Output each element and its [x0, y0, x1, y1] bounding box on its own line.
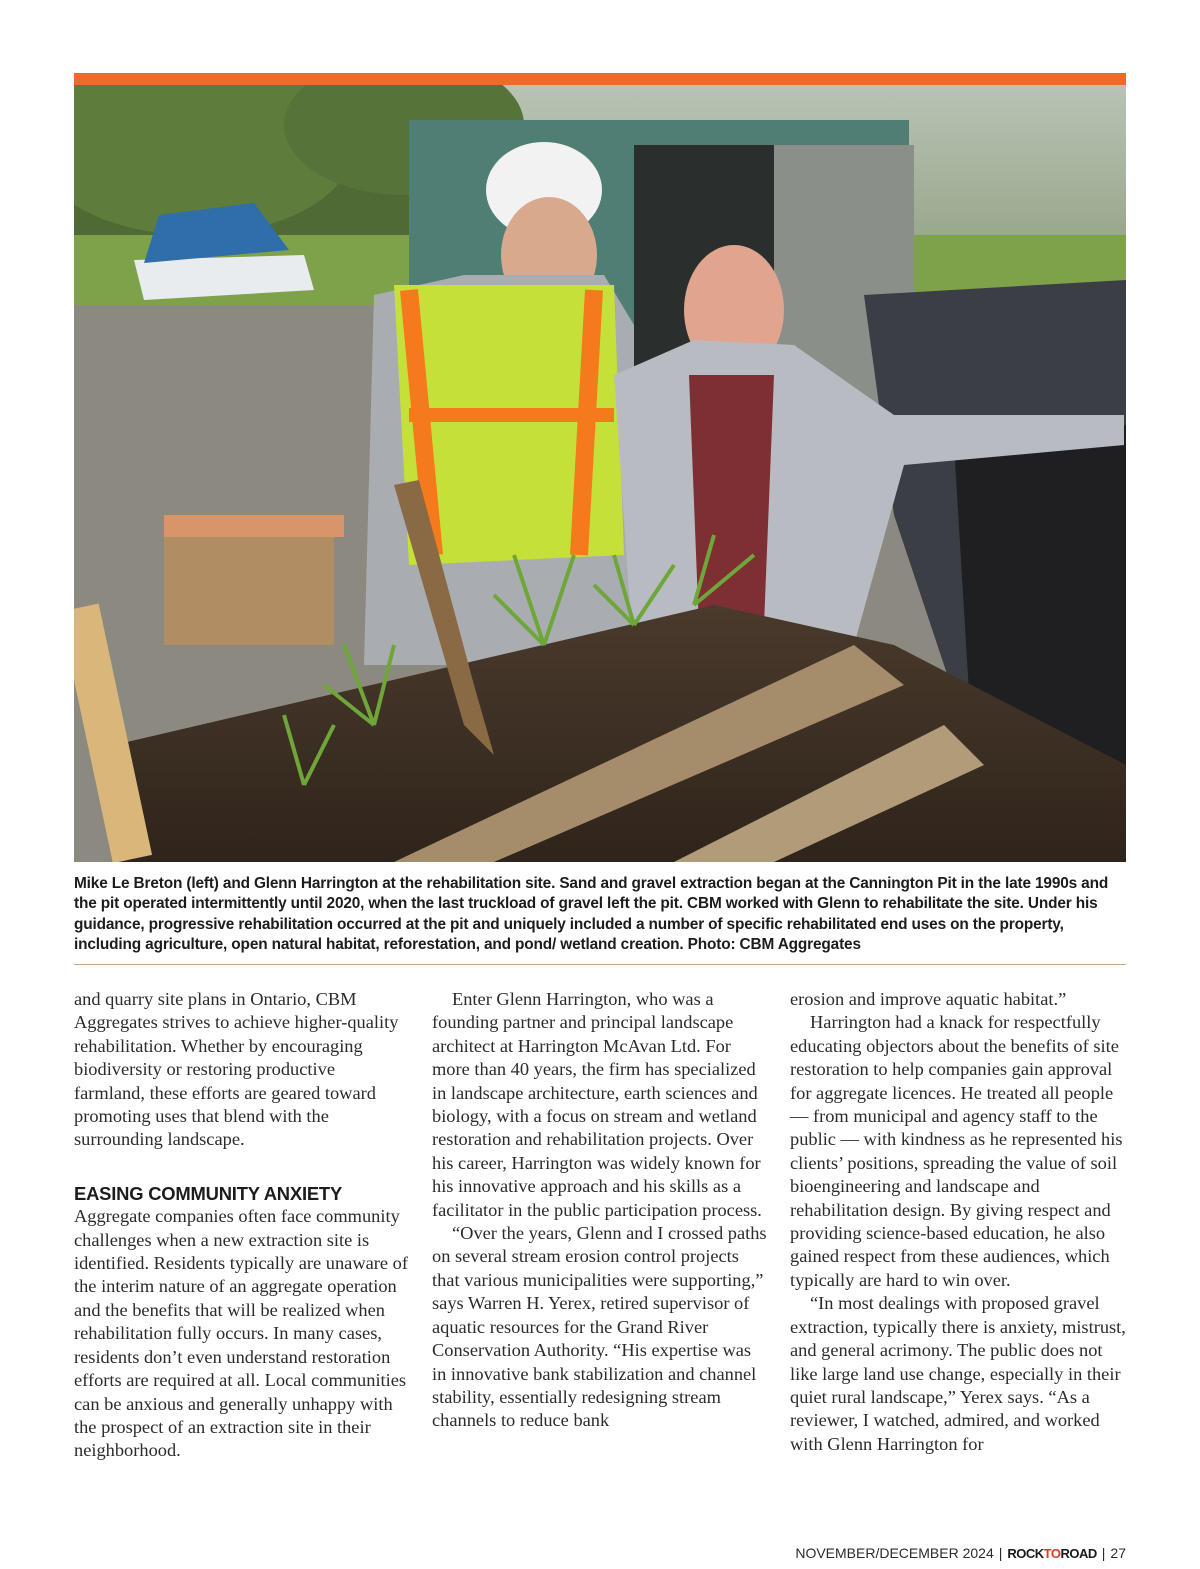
- article-paragraph: Aggregate companies often face community challenges when a new extraction site is identified. Residents typically are unaware of the interim nature of an aggregate operation and the benefits that will be realized when rehabilitation fully occurs. In many cases, residents don’t even understand restoration efforts are required at all. Local communities can be anxious and generally unhappy with the prospect of an extraction site in their neighborhood.: [74, 1206, 408, 1461]
- photo-caption: Mike Le Breton (left) and Glenn Harrington at the rehabilitation site. Sand and gravel extraction began at the Cannington Pit in the late 1990s and the pit operated intermittently until 2020, when the last truckload of gravel left the pit. CBM worked with Glenn to rehabilitate the site. Under his guidance, progressive rehabilitation occurred at the pit and uniquely included a number of specific rehabilitated end uses on the property, including agriculture, open natural habitat, reforestation, and pond/ wetland creation. Photo: CBM Aggregates: [74, 875, 1109, 954]
- article-column-2: [432, 988, 768, 1433]
- footer-separator: |: [1101, 1545, 1106, 1561]
- site-photo-illustration: [74, 85, 1126, 862]
- article-photo: [74, 85, 1126, 862]
- article-paragraph: and quarry site plans in Ontario, CBM Aggregates strives to achieve higher-quality rehabilitation. Whether by encouraging biodiversity or restoring productive farmland, these efforts are geared toward promoting uses that blend with the surrounding landscape.: [74, 989, 399, 1150]
- article-column-1: [74, 988, 410, 1463]
- logo-part: ROCK: [1007, 1545, 1044, 1561]
- article-paragraph: “Over the years, Glenn and I crossed paths on several stream erosion control projects that various municipalities were supporting,” says Warren H. Yerex, retired supervisor of aquatic resources for the Grand River Conservation Authority. “His expertise was in innovative bank stabilization and channel stability, essentially redesigning stream channels to reduce bank: [432, 1223, 767, 1431]
- footer-separator: |: [998, 1545, 1003, 1561]
- issue-date: NOVEMBER/DECEMBER 2024: [795, 1545, 994, 1561]
- article-paragraph: erosion and improve aquatic habitat.”: [790, 989, 1067, 1009]
- logo-part: TO: [1043, 1545, 1061, 1561]
- lumber-stack: [164, 525, 334, 645]
- section-heading: EASING COMMUNITY ANXIETY: [74, 1182, 343, 1204]
- magazine-logo: [1007, 1546, 1096, 1561]
- article-paragraph: Enter Glenn Harrington, who was a founding partner and principal landscape architect at Harrington McAvan Ltd. For more than 40 years, the firm has specialized in landscape architecture, earth sciences and biology, with a focus on stream and wetland restoration and rehabilitation projects. Over his career, Harrington was widely known for his innovative approach and his skills as a facilitator in the public participation process.: [432, 989, 762, 1220]
- article-paragraph: Harrington had a knack for respectfully educating objectors about the benefits of site restoration to help companies gain approval for aggregate licences. He treated all people — from municipal and agency staff to the public — with kindness as he represented his clients’ positions, spreading the value of soil bioengineering and landscape and rehabilitation design. By giving respect and providing science-based education, he also gained respect from these audiences, which typically are hard to win over.: [790, 1012, 1123, 1290]
- section-divider: [74, 964, 1126, 965]
- article-paragraph: “In most dealings with proposed gravel extraction, typically there is anxiety, mistrust, and general acrimony. The public does not like large land use change, especially in their quiet rural landscape,” Yerex says. “As a reviewer, I watched, admired, and worked with Glenn Harrington for: [790, 1293, 1126, 1454]
- accent-bar: [74, 73, 1126, 85]
- page-footer: [795, 1545, 1126, 1561]
- logo-part: ROAD: [1060, 1545, 1097, 1561]
- lumber-stack: [164, 515, 344, 537]
- article-column-3: [790, 988, 1126, 1456]
- page-number: 27: [1110, 1545, 1126, 1561]
